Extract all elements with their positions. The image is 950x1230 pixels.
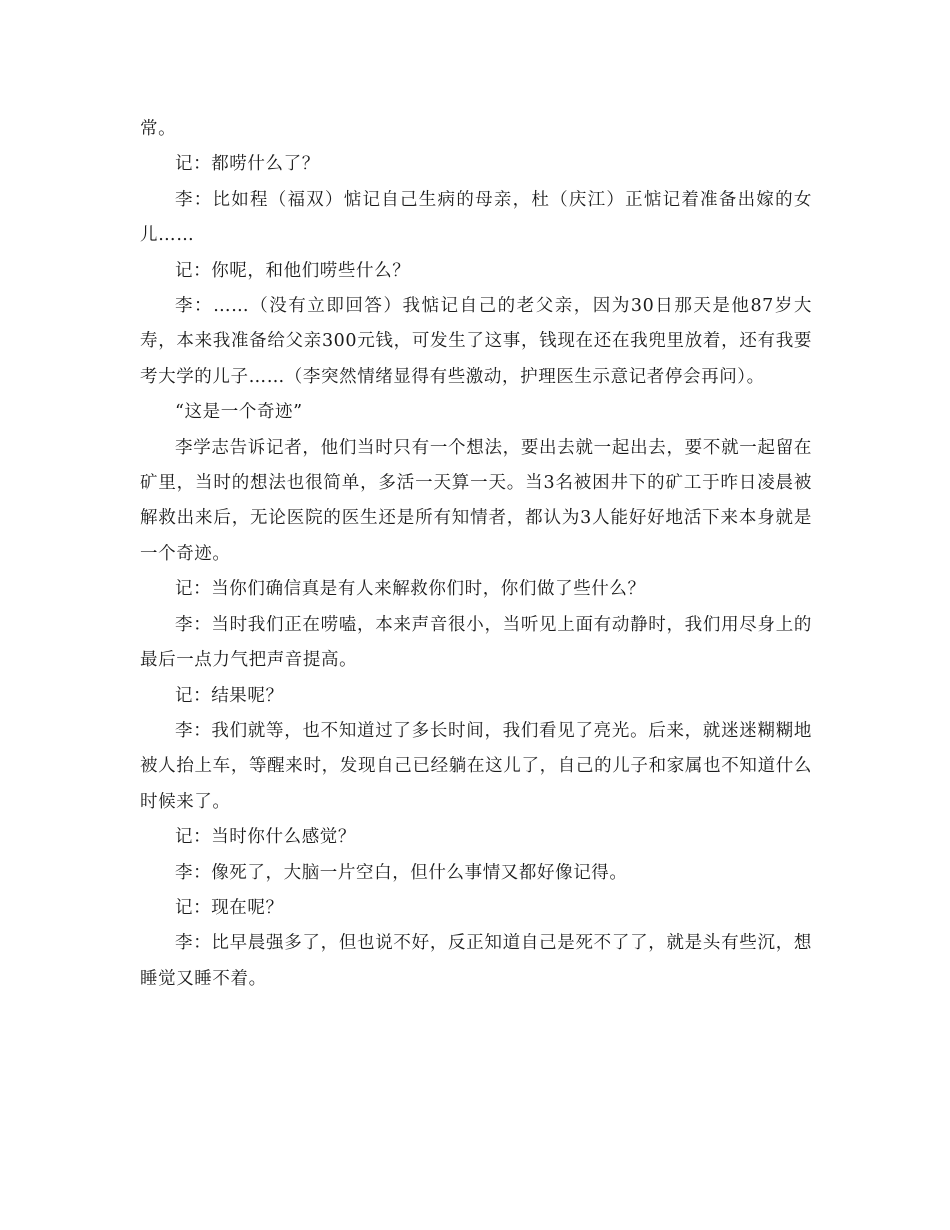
- paragraph-answer: 李：比早晨强多了，但也说不好，反正知道自己是死不了了，就是头有些沉，想睡觉又睡不着。: [140, 933, 812, 989]
- paragraph-question: 记：都唠什么了？: [175, 154, 320, 175]
- paragraph-question: 记：当你们确信真是有人来解救你们时，你们做了些什么？: [175, 579, 646, 600]
- paragraph-answer: 李：像死了，大脑一片空白，但什么事情又都好像记得。: [175, 862, 628, 883]
- paragraph-question: 记：现在呢？: [175, 897, 284, 918]
- paragraph-question: 记：当时你什么感觉？: [175, 827, 356, 848]
- paragraph-answer: 李：我们就等，也不知道过了多长时间，我们看见了亮光。后来，就迷迷糊糊地被人抬上车，等醒来时，发现自己已经躺在这儿了，自己的儿子和家属也不知道什么时候来了。: [140, 720, 812, 812]
- paragraph-continuation: 常。: [140, 119, 177, 139]
- paragraph-answer: 李：……（没有立即回答）我惦记自己的老父亲，因为30日那天是他87岁大寿，本来我准备给父亲300元钱，可发生了这事，钱现在还在我兜里放着，还有我要考大学的儿子……（李突然情绪显得有些激动，护理医生示意记者停会再问）。: [140, 296, 812, 387]
- section-subheading: “这是一个奇迹”: [175, 402, 303, 423]
- paragraph-answer: 李：当时我们正在唠嗑，本来声音很小，当听见上面有动静时，我们用尽身上的最后一点力气把声音提高。: [140, 614, 812, 671]
- paragraph-narrative: 李学志告诉记者，他们当时只有一个想法，要出去就一起出去，要不就一起留在矿里，当时的想法也很简单，多活一天算一天。当3名被困井下的矿工于昨日凌晨被解救出来后，无论医院的医生还是所有知情者，都认为3人能好好地活下来本身就是一个奇迹。: [140, 437, 812, 564]
- paragraph-question: 记：结果呢？: [175, 685, 284, 706]
- paragraph-answer: 李：比如程（福双）惦记自己生病的母亲，杜（庆江）正惦记着准备出嫁的女儿……: [140, 189, 812, 246]
- document-body: [140, 112, 812, 997]
- paragraph-question: 记：你呢，和他们唠些什么？: [175, 260, 411, 281]
